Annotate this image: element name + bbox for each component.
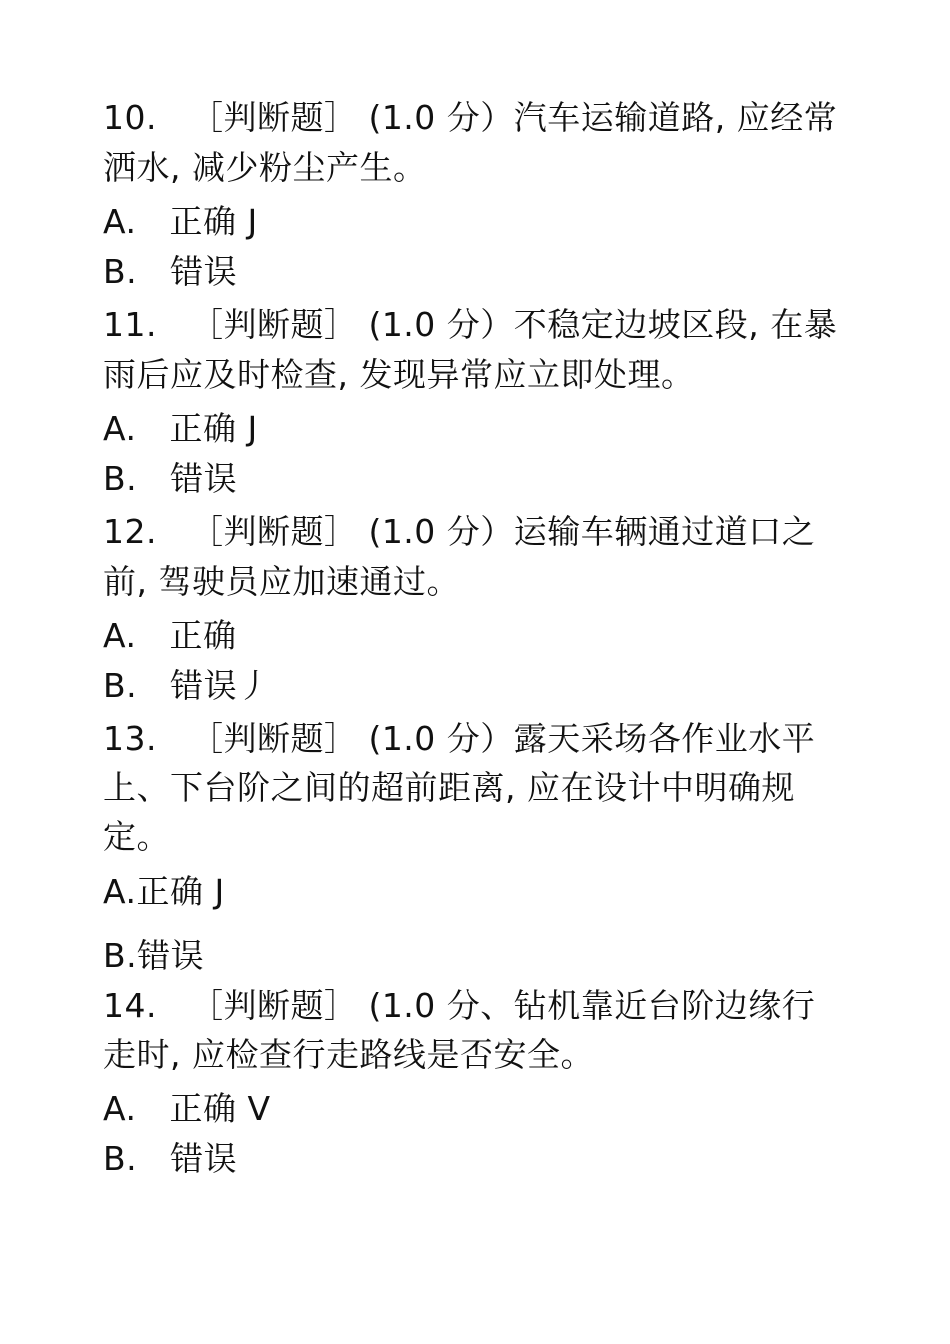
question-13-option-a: A.正确 J xyxy=(103,872,225,911)
question-10-text-line-1: 10. ［判断题］ (1.0 分）汽车运输道路, 应经常 xyxy=(103,98,838,137)
question-12-option-b: B. 错误丿 xyxy=(103,666,271,705)
question-13-text-line-3: 定。 xyxy=(103,817,170,856)
question-14-text-line-1: 14. ［判断题］ (1.0 分、钻机靠近台阶边缘行 xyxy=(103,986,816,1025)
question-11-text-line-2: 雨后应及时检查, 发现异常应立即处理。 xyxy=(103,355,695,394)
question-14-option-a: A. 正确 V xyxy=(103,1089,271,1128)
question-12-option-a: A. 正确 xyxy=(103,616,237,655)
question-14-text-line-2: 走时, 应检查行走路线是否安全。 xyxy=(103,1035,594,1074)
question-10-option-b: B. 错误 xyxy=(103,252,238,291)
question-11-option-b: B. 错误 xyxy=(103,459,238,498)
question-14-option-b: B. 错误 xyxy=(103,1139,238,1178)
question-13-text-line-1: 13. ［判断题］ (1.0 分）露天采场各作业水平 xyxy=(103,719,816,758)
question-10-text-line-2: 洒水, 减少粉尘产生。 xyxy=(103,148,427,187)
question-10-option-a: A. 正确 J xyxy=(103,202,258,241)
question-13-option-b: B.错误 xyxy=(103,936,205,975)
question-11-option-a: A. 正确 J xyxy=(103,409,258,448)
question-12-text-line-2: 前, 驾驶员应加速通过。 xyxy=(103,562,460,601)
question-11-text-line-1: 11. ［判断题］ (1.0 分）不稳定边坡区段, 在暴 xyxy=(103,305,838,344)
question-12-text-line-1: 12. ［判断题］ (1.0 分）运输车辆通过道口之 xyxy=(103,512,816,551)
question-13-text-line-2: 上、下台阶之间的超前距离, 应在设计中明确规 xyxy=(103,768,795,807)
